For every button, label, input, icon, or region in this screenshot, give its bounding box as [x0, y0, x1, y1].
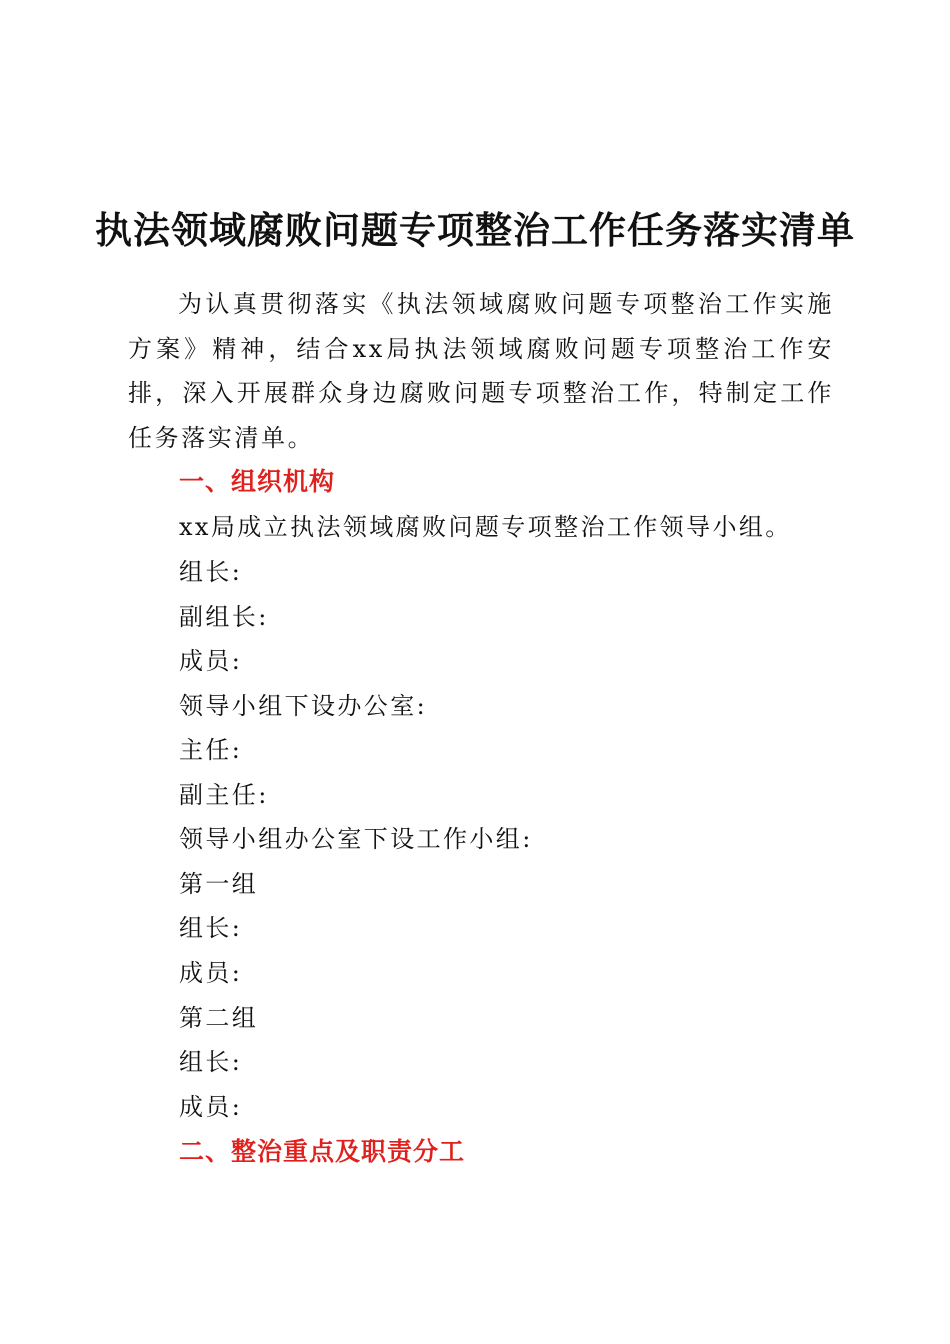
body-line: 组长:	[179, 558, 243, 586]
body-line: 成员:	[179, 959, 243, 987]
body-line: 领导小组下设办公室:	[179, 692, 428, 720]
body-line: 领导小组办公室下设工作小组:	[179, 825, 533, 853]
body-line: 组长:	[179, 914, 243, 942]
body-line: 主任:	[179, 736, 243, 764]
section-heading-2: 二、整治重点及职责分工	[179, 1137, 466, 1166]
body-line: 第一组	[179, 870, 259, 898]
intro-paragraph: 为认真贯彻落实《执法领域腐败问题专项整治工作实施方案》精神，结合xx局执法领域腐败问题专项整治工作安排，深入开展群众身边腐败问题专项整治工作，特制定工作任务落实清单。	[128, 290, 834, 452]
body-line: 副组长:	[179, 603, 269, 631]
body-line: xx局成立执法领域腐败问题专项整治工作领导小组。	[179, 513, 792, 541]
section-heading-1: 一、组织机构	[179, 467, 336, 496]
body-line: 成员:	[179, 1093, 243, 1121]
body-line: 第二组	[179, 1004, 259, 1032]
document-title: 执法领域腐败问题专项整治工作任务落实清单	[95, 208, 855, 252]
body-line: 副主任:	[179, 781, 269, 809]
body-line: 组长:	[179, 1048, 243, 1076]
body-line: 成员:	[179, 647, 243, 675]
